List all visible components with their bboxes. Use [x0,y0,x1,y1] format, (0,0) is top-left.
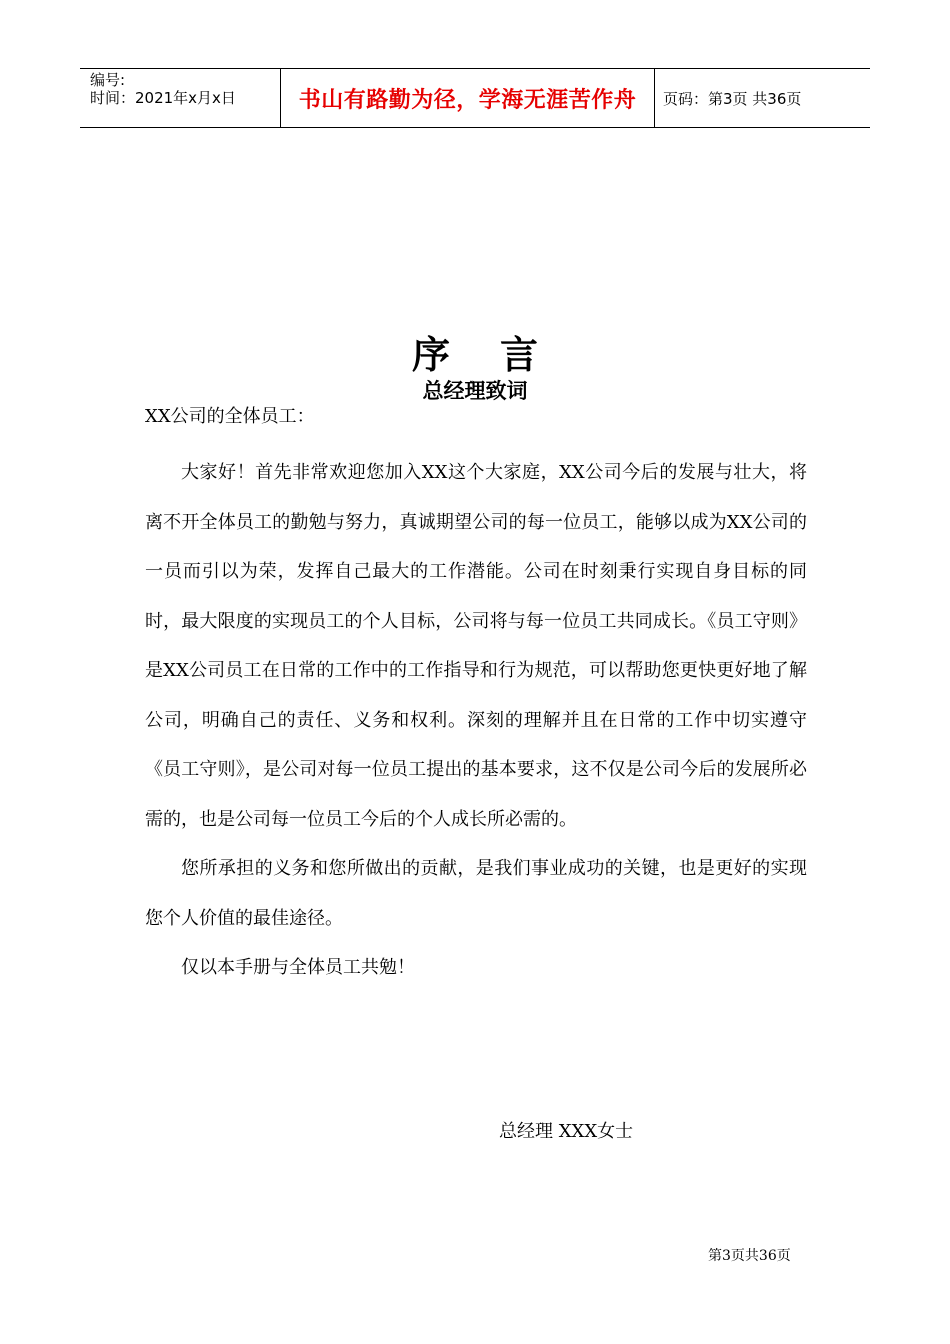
document-title: 序言 [411,332,588,377]
header-motto: 书山有路勤为径，学海无涯苦作舟 [281,69,655,127]
signature: 总经理 XXX女士 [499,1121,634,1142]
paragraph: 仅以本手册与全体员工共勉！ [181,957,415,978]
document-code-label: 编号: [90,71,126,89]
document-date: 时间：2021年x月x日 [90,89,236,107]
salutation: XX公司的全体员工： [145,406,315,427]
page-footer: 第3页共36页 [708,1248,791,1264]
header-page-info: 页码：第3页 共36页 [663,89,802,108]
letter-body [145,448,807,993]
document-subtitle: 总经理致词 [422,379,528,403]
paragraph: 大家好！首先非常欢迎您加入XX这个大家庭，XX公司今后的发展与壮大，将离不开全体员工的勤勉与努力，真诚期望公司的每一位员工，能够以成为XX公司的一员而引以为荣，发挥自己最大的工作潜能。公司在时刻秉行实现自身目标的同时，最大限度的实现员工的个人目标，公司将与每一位员工共同成长。《员工守则》是XX公司员工在日常的工作中的工作指导和行为规范，可以帮助您更快更好地了解公司，明确自己的责任、义务和权利。深刻的理解并且在日常的工作中切实遵守《员工守则》，是公司对每一位员工提出的基本要求，这不仅是公司今后的发展所必需的，也是公司每一位员工今后的个人成长所必需的。 [145,462,807,830]
header-meta [80,69,281,127]
paragraph: 您所承担的义务和您所做出的贡献，是我们事业成功的关键，也是更好的实现您个人价值的最佳途径。 [145,858,807,929]
page-header [80,68,870,128]
